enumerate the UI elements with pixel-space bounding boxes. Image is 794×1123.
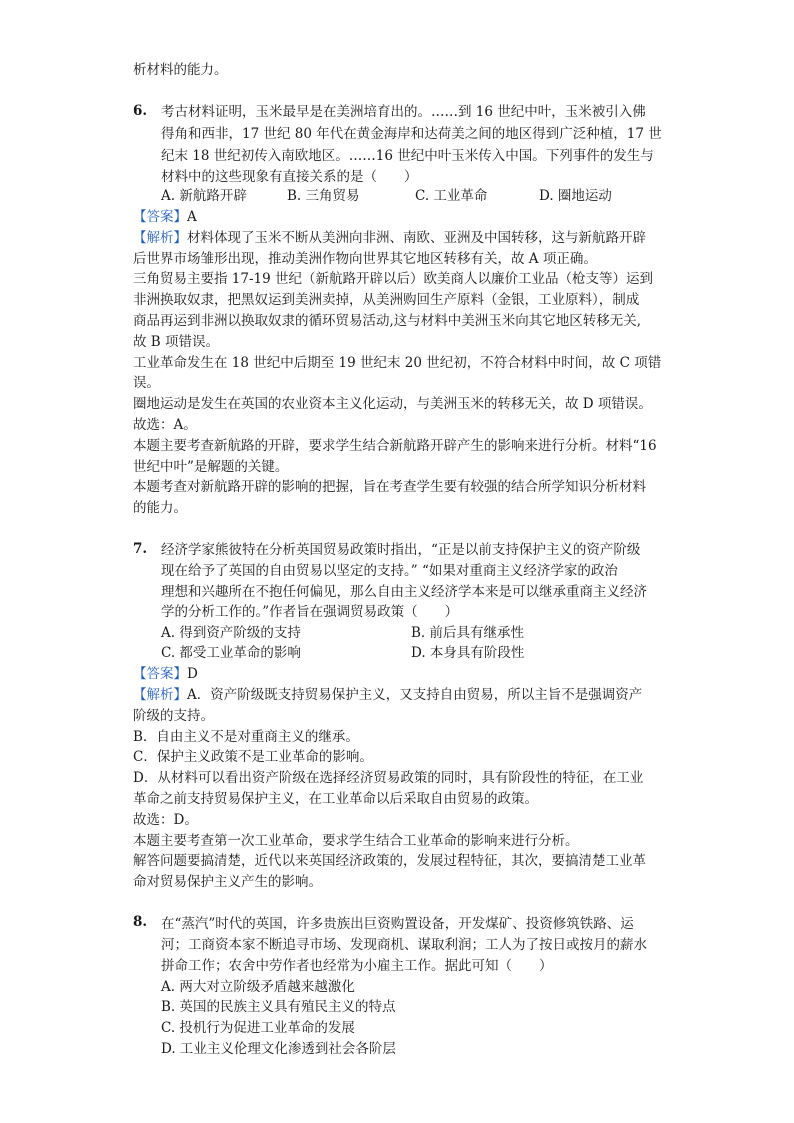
answer-tag: 【答案】 <box>133 209 187 225</box>
analysis-first-line <box>133 685 642 705</box>
analysis-line: 圈地运动是发生在英国的农业资本主义化运动，与美洲玉米的转移无关，故 D 项错误。 <box>133 396 652 412</box>
question-stem-line: 得角和西非，17 世纪 80 年代在黄金海岸和达荷美之间的地区得到广泛种植，17 世 <box>161 126 662 142</box>
analysis-line: 世纪中叶”是解题的关键。 <box>133 459 289 475</box>
question-stem-line: 材料中的这些现象有直接关系的是（ ） <box>161 169 418 185</box>
analysis-line: 革命之前支持贸易保护主义，在工业革命以后采取自由贸易的政策。 <box>133 791 538 807</box>
analysis-line: 误。 <box>133 375 160 391</box>
question-stem-line: 学的分析工作的。”作者旨在强调贸易政策（ ） <box>161 604 459 620</box>
answer-line <box>133 664 198 684</box>
analysis-line: 故 B 项错误。 <box>133 334 220 350</box>
answer-value: D <box>187 666 198 682</box>
analysis-line: 工业革命发生在 18 世纪中后期至 19 世纪末 20 世纪初，不符合材料中时间，故 C 项错 <box>133 355 662 371</box>
option-row <box>161 643 661 663</box>
answer-tag: 【答案】 <box>133 666 187 682</box>
analysis-tag: 【解析】 <box>133 687 187 703</box>
question-number: 6. <box>133 103 148 119</box>
option-row <box>161 623 661 643</box>
option-c: C. 投机行为促进工业革命的发展 <box>161 1020 355 1036</box>
question-stem-line: 经济学家熊彼特在分析英国贸易政策时指出，“正是以前支持保护主义的资产阶级 <box>161 542 641 558</box>
analysis-text: 材料体现了玉米不断从美洲向非洲、南欧、亚洲及中国转移，这与新航路开辟 <box>187 230 646 246</box>
option-b: B. 前后具有继承性 <box>411 625 525 641</box>
analysis-line: 故选：A。 <box>133 417 197 433</box>
analysis-line: 命对贸易保护主义产生的影响。 <box>133 874 322 890</box>
option-b: B. 英国的民族主义具有殖民主义的特点 <box>161 999 396 1015</box>
question-stem-line: 河；工商资本家不断追寻市场、发现商机、谋取利润；工人为了按日或按月的薪水 <box>161 937 647 953</box>
option-d: D. 本身具有阶段性 <box>411 645 525 661</box>
question-stem-line: 拼命工作；农舍中劳作者也经常为小雇主工作。据此可知（ ） <box>161 958 553 974</box>
analysis-line: D．从材料可以看出资产阶级在选择经济贸易政策的同时，具有阶段性的特征，在工业 <box>133 770 644 786</box>
analysis-line: 解答问题要搞清楚，近代以来英国经济政策的，发展过程特征，其次，要搞清楚工业革 <box>133 853 646 869</box>
analysis-line: B．自由主义不是对重商主义的继承。 <box>133 729 359 745</box>
analysis-text: A．资产阶级既支持贸易保护主义，又支持自由贸易，所以主旨不是强调资产 <box>187 687 643 703</box>
answer-value: A <box>187 209 197 225</box>
answer-line <box>133 207 197 227</box>
analysis-line: 本题考查对新航路开辟的影响的把握，旨在考查学生要有较强的结合所学知识分析材料 <box>133 479 646 495</box>
option-b: B. 三角贸易 <box>287 188 360 204</box>
option-c: C. 都受工业革命的影响 <box>161 645 301 661</box>
option-d: D. 圈地运动 <box>539 188 612 204</box>
option-row <box>161 186 661 206</box>
question-stem-line: 纪末 18 世纪初传入南欧地区。……16 世纪中叶玉米传入中国。下列事件的发生与 <box>161 148 654 164</box>
question-stem-line: 理想和兴趣所在不抱任何偏见，那么自由主义经济学本来是可以继承重商主义经济 <box>161 584 647 600</box>
analysis-line: 三角贸易主要指 17-19 世纪（新航路开辟以后）欧美商人以廉价工业品（枪支等）运到 <box>133 271 653 287</box>
analysis-line: 商品再运到非洲以换取奴隶的循环贸易活动,这与材料中美洲玉米向其它地区转移无关, <box>133 313 642 329</box>
analysis-line: 本题主要考查新航路的开辟，要求学生结合新航路开辟产生的影响来进行分析。材料“16 <box>133 438 657 454</box>
option-c: C. 工业革命 <box>415 188 488 204</box>
question-stem-line: 考古材料证明，玉米最早是在美洲培育出的。……到 16 世纪中叶，玉米被引入佛 <box>161 104 646 120</box>
analysis-line: 后世界市场雏形出现，推动美洲作物向世界其它地区转移有关，故 A 项正确。 <box>133 251 597 267</box>
question-stem-line: 现在给予了英国的自由贸易以坚定的支持。” “如果对重商主义经济学家的政治 <box>161 563 618 579</box>
analysis-tag: 【解析】 <box>133 230 187 246</box>
analysis-line: 本题主要考查第一次工业革命，要求学生结合工业革命的影响来进行分析。 <box>133 833 579 849</box>
option-a: A. 两大对立阶级矛盾越来越激化 <box>161 979 355 995</box>
analysis-line: 阶级的支持。 <box>133 708 214 724</box>
analysis-line: C．保护主义政策不是工业革命的影响。 <box>133 749 373 765</box>
question-number: 8. <box>133 914 148 930</box>
analysis-first-line <box>133 228 646 248</box>
analysis-line: 故选：D。 <box>133 812 198 828</box>
option-a: A. 新航路开辟 <box>161 188 247 204</box>
analysis-line: 的能力。 <box>133 500 187 516</box>
question-stem-line: 在“蒸汽”时代的英国，许多贵族出巨资购置设备，开发煤矿、投资修筑铁路、运 <box>161 916 634 932</box>
analysis-line: 非洲换取奴隶，把黑奴运到美洲卖掉，从美洲购回生产原料（金银，工业原料），制成 <box>133 292 640 308</box>
question-number: 7. <box>133 541 148 557</box>
lead-text: 析材料的能力。 <box>133 62 228 78</box>
option-d: D. 工业主义伦理文化渗透到社会各阶层 <box>161 1041 396 1057</box>
option-a: A. 得到资产阶级的支持 <box>161 625 301 641</box>
